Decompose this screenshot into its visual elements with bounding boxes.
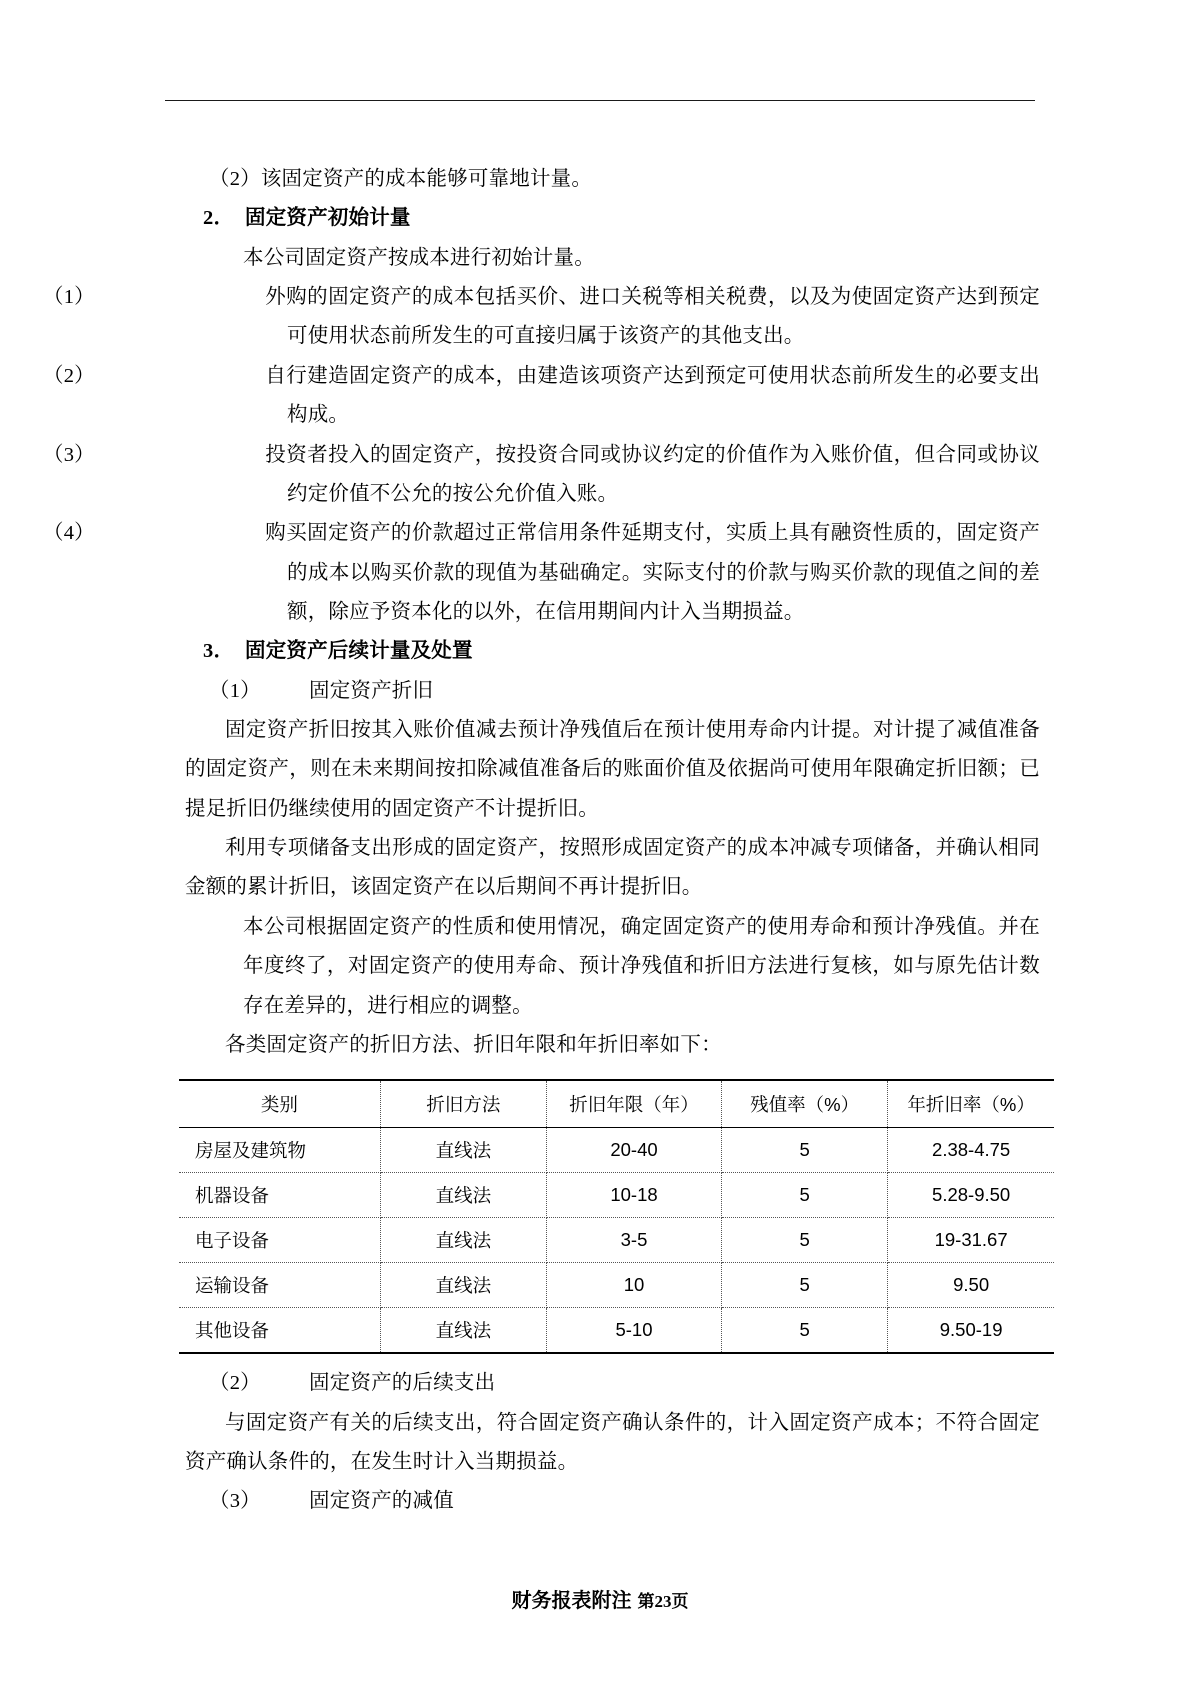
sub-label: （2）	[209, 1372, 261, 1395]
heading-section-3	[165, 632, 1040, 671]
cell-rate: 9.50	[888, 1263, 1054, 1308]
list-label: （3）	[43, 443, 95, 466]
column-header-method: 折旧方法	[380, 1080, 546, 1128]
cell-method: 直线法	[380, 1218, 546, 1263]
table-row	[179, 1173, 1054, 1218]
cell-category: 房屋及建筑物	[179, 1128, 380, 1173]
sub-label: （3）	[209, 1490, 261, 1513]
cell-category: 电子设备	[179, 1218, 380, 1263]
cell-salvage: 5	[722, 1173, 888, 1218]
list-item-2-3	[43, 436, 1040, 515]
page-number: 第23页	[637, 1592, 689, 1611]
list-label: （1）	[43, 286, 95, 309]
cell-category: 其他设备	[179, 1308, 380, 1354]
paragraph-depreciation-1: 固定资产折旧按其入账价值减去预计净残值后在预计使用寿命内计提。对计提了减值准备的固定资产，则在未来期间按扣除减值准备后的账面价值及依据尚可使用年限确定折旧额；已提足折旧仍继续使用的固定资产不计提折旧。	[185, 719, 1040, 820]
table-row	[179, 1218, 1054, 1263]
paragraph-depreciation-2: 利用专项储备支出形成的固定资产，按照形成固定资产的成本冲减专项储备，并确认相同金额的累计折旧，该固定资产在以后期间不再计提折旧。	[185, 837, 1040, 899]
cell-category: 机器设备	[179, 1173, 380, 1218]
heading-text: 固定资产后续计量及处置	[245, 640, 473, 663]
list-item-2-1	[43, 278, 1040, 357]
page-footer	[0, 1584, 1200, 1613]
cell-salvage: 5	[722, 1128, 888, 1173]
list-text: 外购的固定资产的成本包括买价、进口关税等相关税费，以及为使固定资产达到预定可使用状态前所发生的可直接归属于该资产的其他支出。	[265, 286, 1040, 348]
footer-title: 财务报表附注	[511, 1590, 632, 1612]
paragraph-section2-intro: 本公司固定资产按成本进行初始计量。	[243, 246, 595, 269]
list-text: 购买固定资产的价款超过正常信用条件延期支付，实质上具有融资性质的，固定资产的成本以购买价款的现值为基础确定。实际支付的价款与购买价款的现值之间的差额，除应予资本化的以外，在信用期间内计入当期损益。	[265, 522, 1040, 623]
column-header-category: 类别	[179, 1080, 380, 1128]
cell-rate: 19-31.67	[888, 1218, 1054, 1263]
cell-life: 3-5	[547, 1218, 722, 1263]
subheading-3-3	[165, 1482, 1040, 1521]
cell-salvage: 5	[722, 1308, 888, 1354]
list-text: 自行建造固定资产的成本，由建造该项资产达到预定可使用状态前所发生的必要支出构成。	[265, 364, 1040, 427]
cell-salvage: 5	[722, 1218, 888, 1263]
list-label: （2）	[43, 364, 95, 387]
cell-method: 直线法	[380, 1308, 546, 1354]
header-rule	[165, 100, 1035, 101]
table-row	[179, 1263, 1054, 1308]
document-body	[43, 160, 1040, 1522]
cell-life: 20-40	[547, 1128, 722, 1173]
cell-salvage: 5	[722, 1263, 888, 1308]
sub-title: 固定资产折旧	[309, 679, 434, 702]
heading-section-2	[165, 199, 1040, 238]
list-item-2-4	[43, 514, 1040, 632]
paragraph-subsequent-expenditure: 与固定资产有关的后续支出，符合固定资产确认条件的，计入固定资产成本；不符合固定资产确认条件的，在发生时计入当期损益。	[185, 1411, 1040, 1473]
paragraph-depreciation-3: 本公司根据固定资产的性质和使用情况，确定固定资产的使用寿命和预计净残值。并在年度终了，对固定资产的使用寿命、预计净残值和折旧方法进行复核，如与原先估计数存在差异的，进行相应的调整。	[243, 915, 1040, 1017]
cell-method: 直线法	[380, 1128, 546, 1173]
cell-life: 10-18	[547, 1173, 722, 1218]
column-header-rate: 年折旧率（%）	[888, 1080, 1054, 1128]
cell-life: 10	[547, 1263, 722, 1308]
sub-title: 固定资产的减值	[309, 1490, 454, 1513]
cell-rate: 9.50-19	[888, 1308, 1054, 1354]
subheading-3-1	[165, 672, 1040, 711]
column-header-life: 折旧年限（年）	[547, 1080, 722, 1128]
subheading-3-2	[165, 1364, 1040, 1403]
cell-rate: 2.38-4.75	[888, 1128, 1054, 1173]
cell-rate: 5.28-9.50	[888, 1173, 1054, 1218]
paragraph-condition-2: （2）该固定资产的成本能够可靠地计量。	[209, 168, 593, 190]
heading-number: 3．	[203, 640, 235, 663]
cell-life: 5-10	[547, 1308, 722, 1354]
heading-text: 固定资产初始计量	[245, 207, 411, 230]
list-item-2-2	[43, 357, 1040, 436]
cell-category: 运输设备	[179, 1263, 380, 1308]
paragraph-table-intro: 各类固定资产的折旧方法、折旧年限和年折旧率如下：	[225, 1033, 722, 1056]
cell-method: 直线法	[380, 1263, 546, 1308]
heading-number: 2．	[203, 207, 235, 230]
sub-label: （1）	[209, 679, 261, 702]
depreciation-table	[179, 1079, 1054, 1354]
table-row	[179, 1128, 1054, 1173]
sub-title: 固定资产的后续支出	[309, 1372, 496, 1395]
table-header-row	[179, 1080, 1054, 1128]
list-label: （4）	[43, 522, 95, 545]
column-header-salvage: 残值率（%）	[722, 1080, 888, 1128]
cell-method: 直线法	[380, 1173, 546, 1218]
list-text: 投资者投入的固定资产，按投资合同或协议约定的价值作为入账价值，但合同或协议约定价值不公允的按公允价值入账。	[265, 443, 1040, 505]
table-row	[179, 1308, 1054, 1354]
